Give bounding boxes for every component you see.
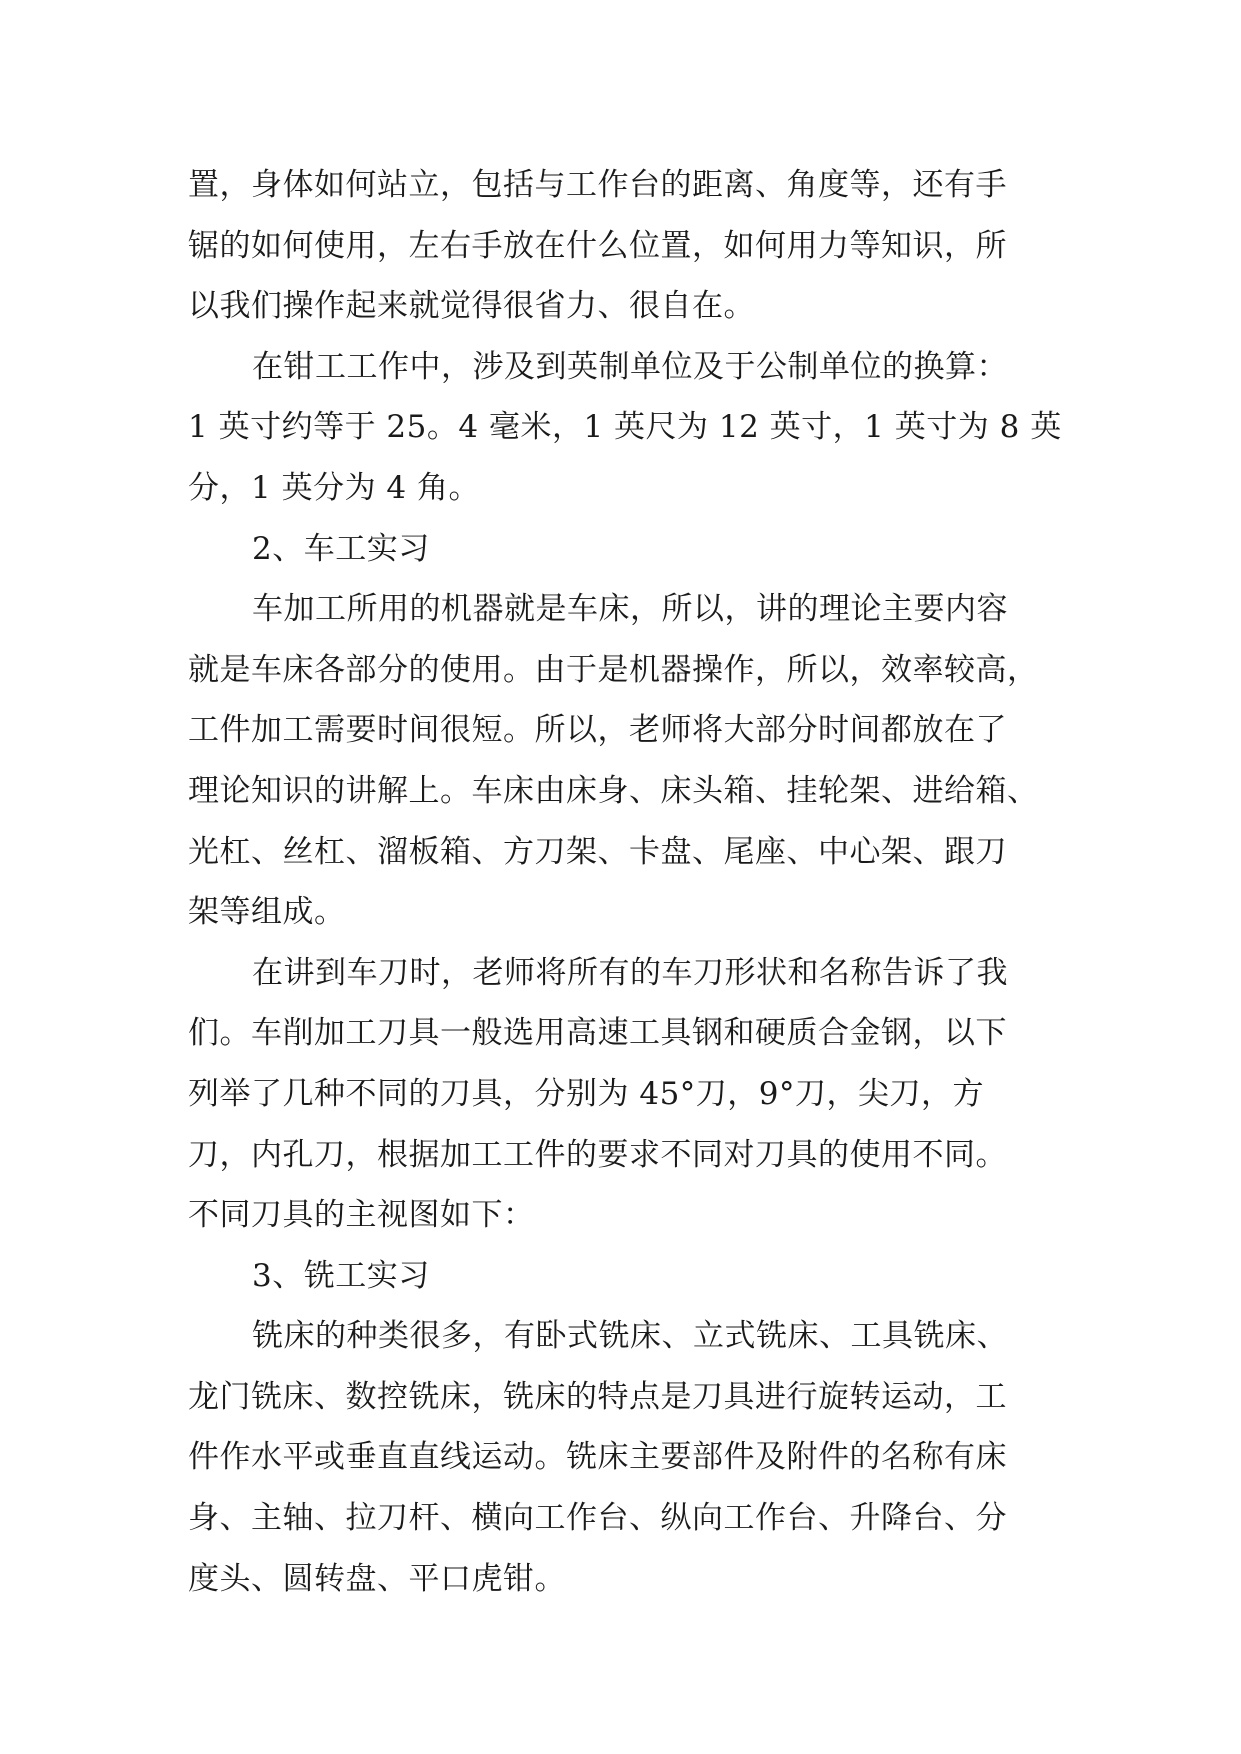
- text-line: 龙门铣床、数控铣床，铣床的特点是刀具进行旋转运动，工: [188, 1378, 1007, 1415]
- section-heading-turning: 2、车工实习: [252, 530, 430, 567]
- text-line: 锯的如何使用，左右手放在什么位置，如何用力等知识，所: [188, 227, 1007, 264]
- text-line: 分，1 英分为 4 角。: [188, 469, 481, 506]
- document-body: [188, 155, 1068, 1609]
- text-line: 1 英寸约等于 25。4 毫米，1 英尺为 12 英寸，1 英寸为 8 英: [188, 409, 1062, 446]
- text-line: 理论知识的讲解上。车床由床身、床头箱、挂轮架、进给箱、: [188, 772, 1039, 809]
- text-line: 车加工所用的机器就是车床，所以，讲的理论主要内容: [252, 591, 1008, 628]
- text-line: 不同刀具的主视图如下：: [188, 1197, 535, 1234]
- text-line: 以我们操作起来就觉得很省力、很自在。: [188, 288, 755, 325]
- text-line: 度头、圆转盘、平口虎钳。: [188, 1560, 566, 1597]
- text-line: 工件加工需要时间很短。所以，老师将大部分时间都放在了: [188, 712, 1007, 749]
- text-line: 就是车床各部分的使用。由于是机器操作，所以，效率较高，: [188, 651, 1039, 688]
- text-line: 们。车削加工刀具一般选用高速工具钢和硬质合金钢，以下: [188, 1015, 1007, 1052]
- text-line: 在讲到车刀时，老师将所有的车刀形状和名称告诉了我: [252, 954, 1008, 991]
- text-line: 身、主轴、拉刀杆、横向工作台、纵向工作台、升降台、分: [188, 1500, 1007, 1537]
- text-line: 件作水平或垂直直线运动。铣床主要部件及附件的名称有床: [188, 1439, 1007, 1476]
- text-line: 刀，内孔刀，根据加工工件的要求不同对刀具的使用不同。: [188, 1136, 1007, 1173]
- section-heading-milling: 3、铣工实习: [252, 1257, 430, 1294]
- text-line: 铣床的种类很多，有卧式铣床、立式铣床、工具铣床、: [252, 1318, 1008, 1355]
- text-line: 在钳工工作中，涉及到英制单位及于公制单位的换算：: [252, 348, 1008, 385]
- text-line: 架等组成。: [188, 894, 346, 931]
- text-line: 置，身体如何站立，包括与工作台的距离、角度等，还有手: [188, 167, 1007, 203]
- text-line: 光杠、丝杠、溜板箱、方刀架、卡盘、尾座、中心架、跟刀: [188, 833, 1007, 870]
- text-line: 列举了几种不同的刀具，分别为 45°刀，9°刀，尖刀，方: [188, 1075, 985, 1112]
